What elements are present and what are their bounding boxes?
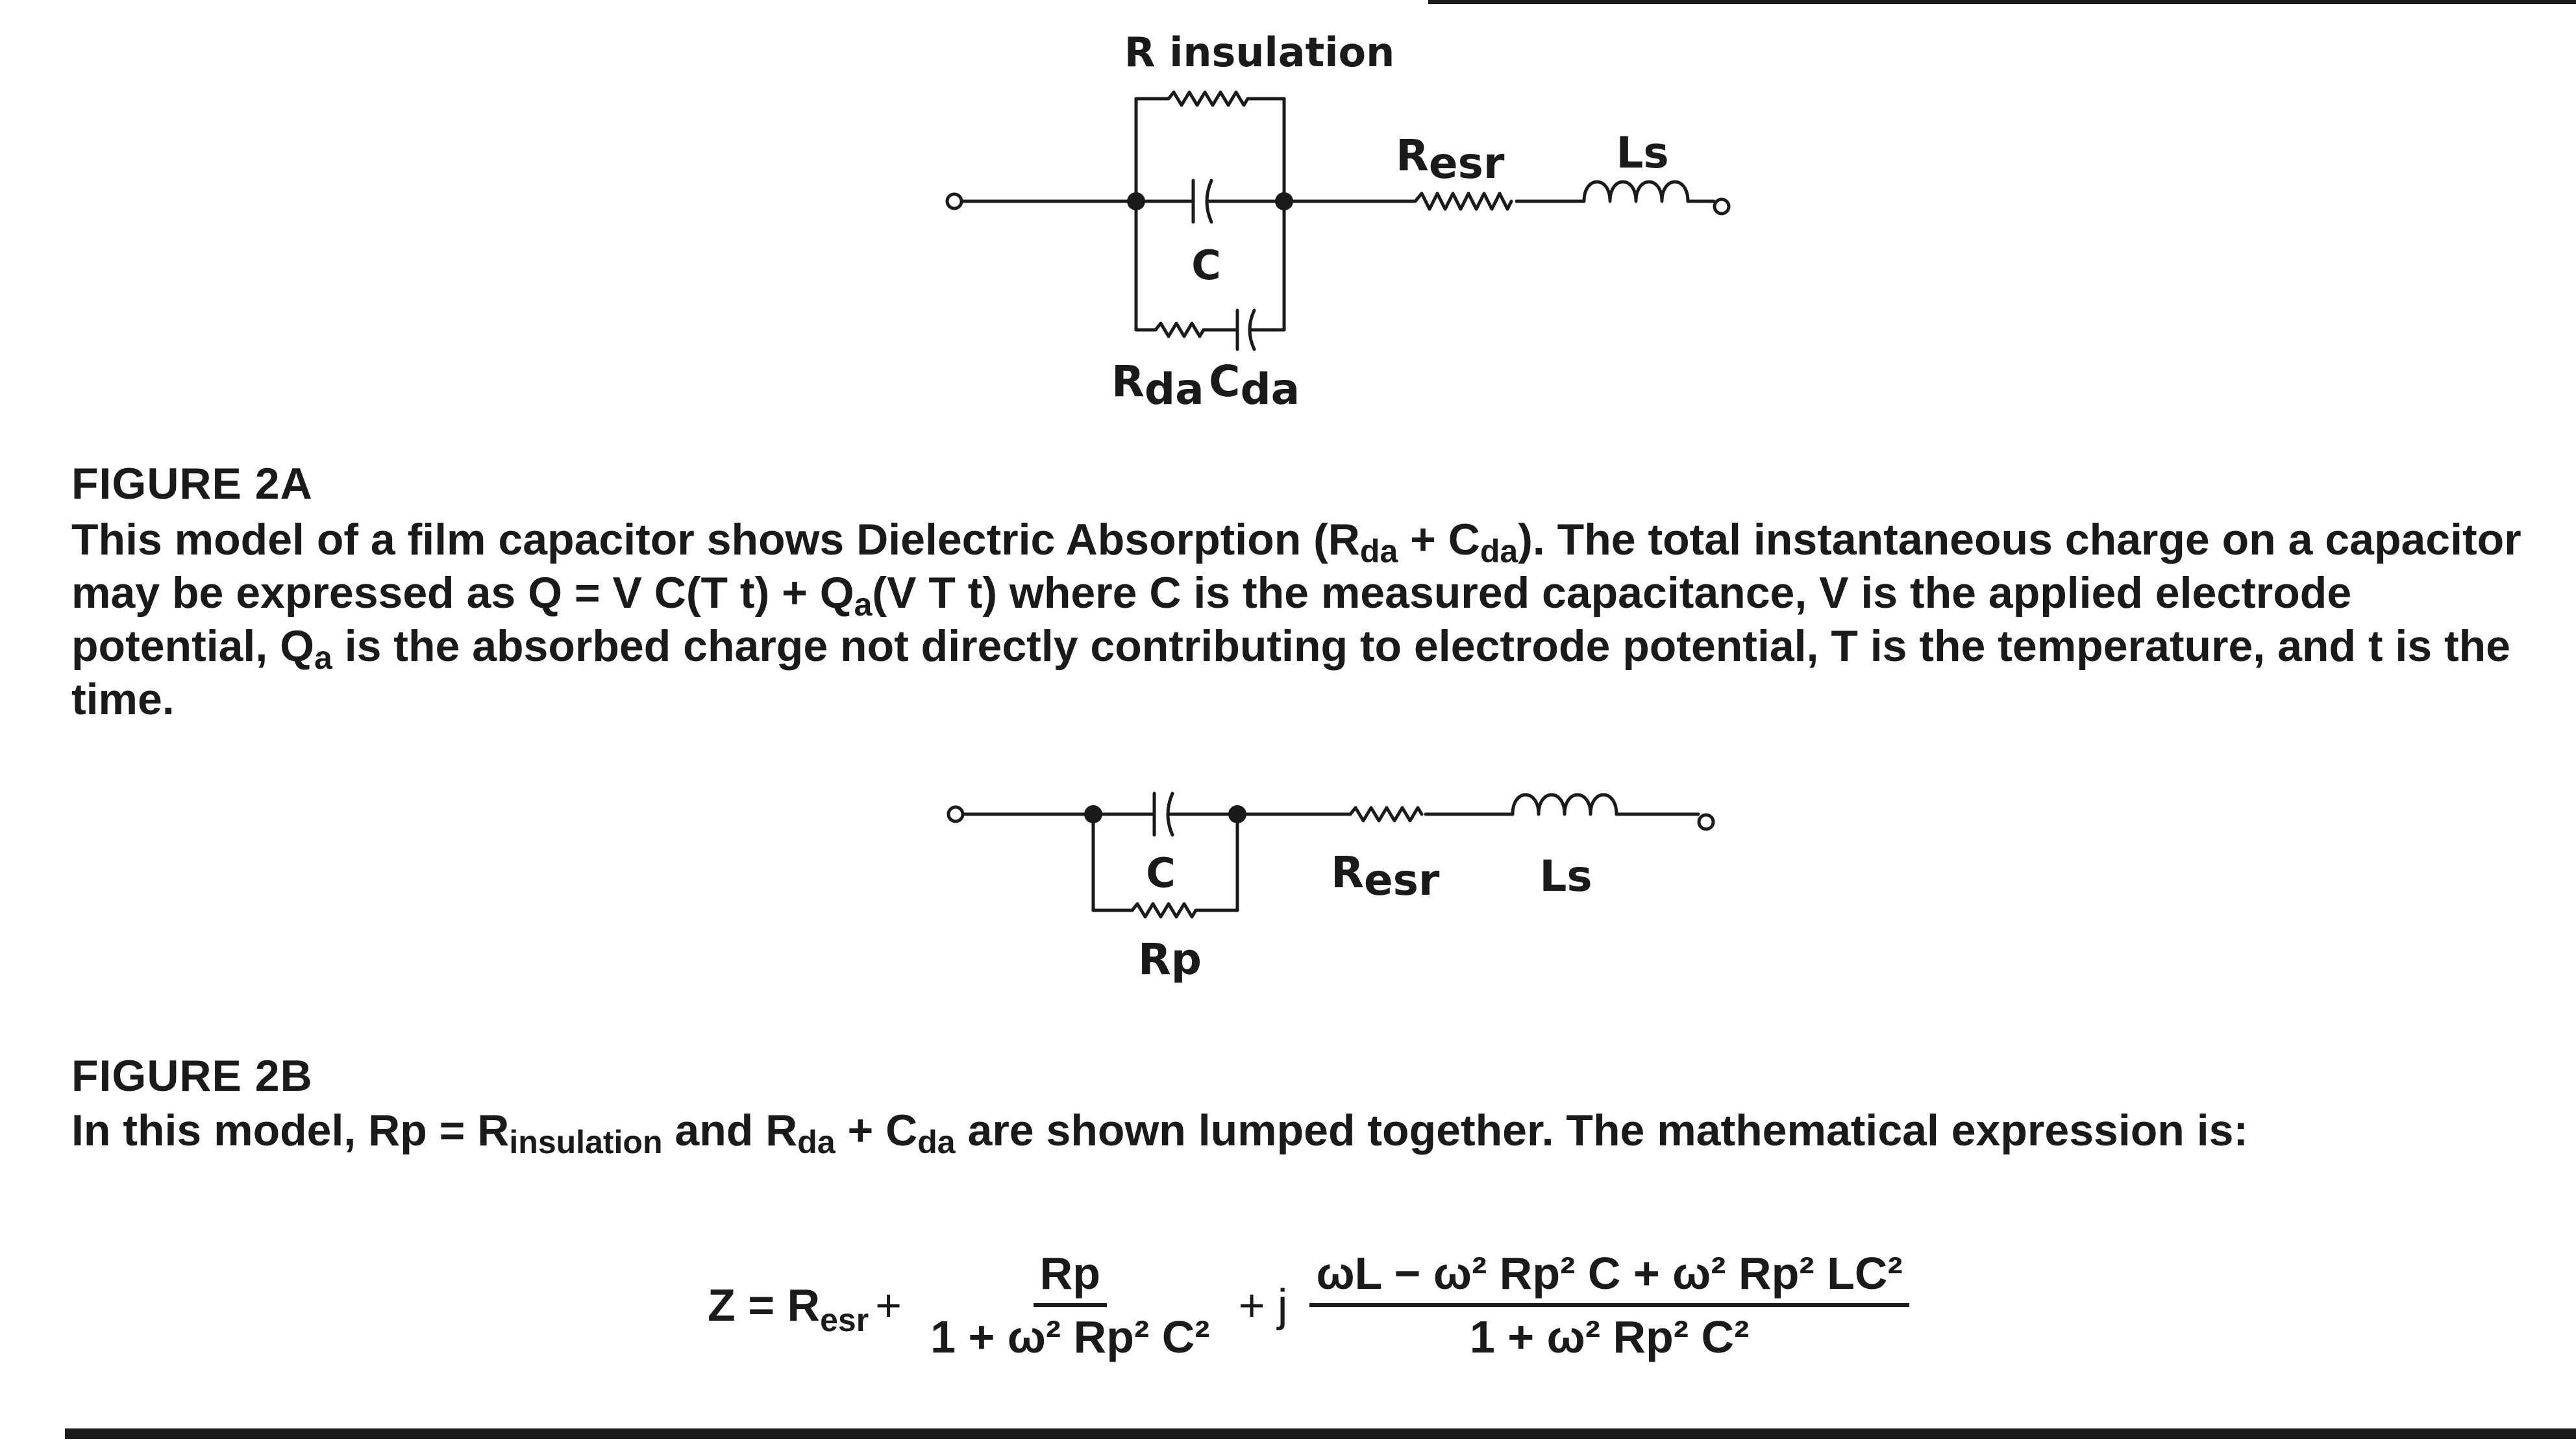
figure-2a-caption: This model of a film capacitor shows Dielectric Absorption $(R_{da} + C_{da})$. The total instantaneous charge on a capacitor may be expressed as Q = V C(T $t) + Q_a(V$ T t) where C is the measured capacitance, V is the applied electrode potential, $Q_a$ is the absorbed charge not directly contributing to electrode potential, T is the temperature, and t is the time. bbox=[71, 515, 2521, 724]
fig2b-resr-resistor bbox=[1350, 808, 1422, 821]
formula-plus: + bbox=[875, 1280, 902, 1330]
fig2a-cda-label: Cda bbox=[1209, 356, 1300, 414]
fig2b-c-label: C bbox=[1146, 849, 1176, 897]
fig2b-ls-inductor bbox=[1513, 795, 1616, 814]
fraction-1-denominator: 1 + ω² Rp² C² bbox=[930, 1312, 1210, 1362]
formula-plus-j: + j bbox=[1238, 1280, 1288, 1330]
fig2a-r-insulation-label: R insulation bbox=[1124, 29, 1395, 76]
fig2b-ls-label: Ls bbox=[1539, 851, 1592, 901]
fig2b-right-terminal bbox=[1699, 815, 1713, 829]
fraction-2-denominator: 1 + ω² Rp² C² bbox=[1469, 1312, 1750, 1362]
fraction-1-numerator: Rp bbox=[1034, 1247, 1107, 1307]
figure-2a-title: FIGURE 2A bbox=[71, 459, 313, 508]
fig2b-resr-label: Resr bbox=[1331, 847, 1440, 905]
figure-2b-caption: In this model, $Rp = R_{insulation}$ and $R_{da} + C_{da}$ are shown lumped together. The mathematical expression is: bbox=[71, 1106, 2249, 1160]
bottom-rule bbox=[65, 1428, 2576, 1439]
fig2a-resr-label: Resr bbox=[1396, 131, 1505, 188]
fig2b-junction-right bbox=[1228, 805, 1246, 823]
fig2a-c-label: C bbox=[1191, 242, 1221, 289]
formula-fraction-1 bbox=[924, 1247, 1217, 1363]
impedance-formula bbox=[708, 1247, 1925, 1364]
fig2b-rp-resistor bbox=[1132, 904, 1196, 917]
formula-fraction-2 bbox=[1309, 1247, 1909, 1363]
figure-2b-title: FIGURE 2B bbox=[71, 1051, 313, 1101]
fig2b-junction-left bbox=[1084, 805, 1102, 823]
fig2a-rda-label: Rda bbox=[1111, 356, 1204, 414]
formula-lhs: $Z = R_{esr}$ bbox=[708, 1280, 869, 1338]
fig2b-rp-label: Rp bbox=[1137, 934, 1202, 984]
fraction-2-numerator: ωL − ω² Rp² C + ω² Rp² LC² bbox=[1309, 1247, 1909, 1307]
fig2a-ls-label: Ls bbox=[1616, 128, 1669, 178]
fig2b-left-terminal bbox=[948, 807, 963, 821]
